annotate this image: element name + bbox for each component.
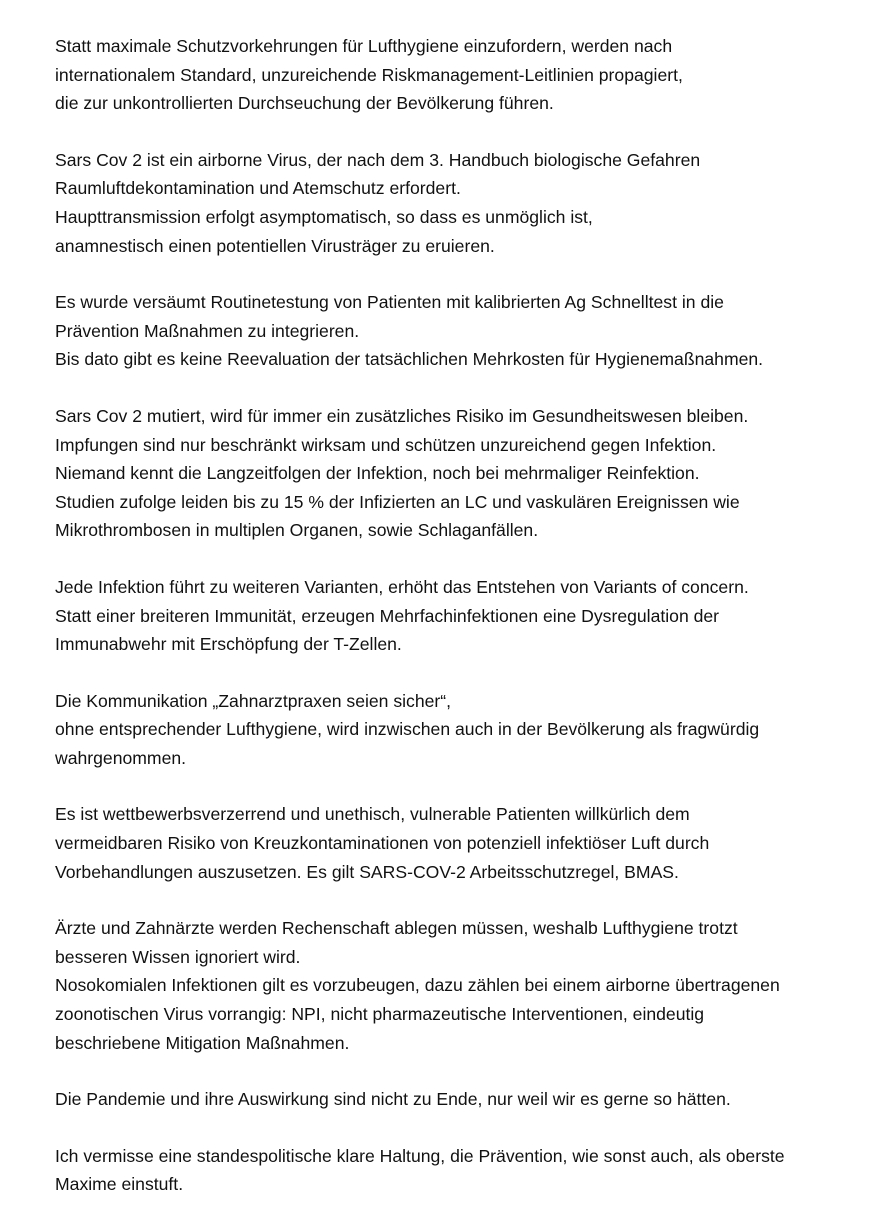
text-line: die zur unkontrollierten Durchseuchung der Bevölkerung führen. [55,93,554,114]
paragraph-4 [55,402,855,545]
text-line: Sars Cov 2 ist ein airborne Virus, der nach dem 3. Handbuch biologische Gefahren [55,149,701,170]
text-line: besseren Wissen ignoriert wird. [55,946,301,967]
text-line: Statt maximale Schutzvorkehrungen für Lufthygiene einzufordern, werden nach [55,36,673,56]
text-line: beschriebene Mitigation Maßnahmen. [55,1032,350,1053]
text-line: Maxime einstuft. [55,1174,184,1195]
text-line: anamnestisch einen potentiellen Virusträger zu eruieren. [55,235,495,256]
text-line: Impfungen sind nur beschränkt wirksam und schützen unzureichend gegen Infektion. [55,434,717,455]
text-line: Es wurde versäumt Routinetestung von Patienten mit kalibrierten Ag Schnelltest in die [55,292,724,313]
paragraph-10 [55,1142,855,1199]
text-line: Ärzte und Zahnärzte werden Rechenschaft ablegen müssen, weshalb Lufthygiene trotzt [55,918,738,939]
paragraph-8 [55,914,855,1057]
paragraph-5 [55,573,855,659]
text-line: zoonotischen Virus vorrangig: NPI, nicht pharmazeutische Interventionen, eindeutig [55,1004,705,1025]
text-line: Bis dato gibt es keine Reevaluation der tatsächlichen Mehrkosten für Hygienemaßnahmen. [55,349,764,370]
text-line: Haupttransmission erfolgt asymptomatisch, so dass es unmöglich ist, [55,206,593,227]
text-line: internationalem Standard, unzureichende Riskmanagement-Leitlinien propagiert, [55,64,683,85]
text-line: wahrgenommen. [55,747,187,768]
paragraph-1 [55,32,855,118]
text-line: vermeidbaren Risiko von Kreuzkontaminationen von potenziell infektiöser Luft durch [55,833,710,854]
text-line: Die Kommunikation „Zahnarztpraxen seien sicher“, [55,690,452,711]
text-line: Prävention Maßnahmen zu integrieren. [55,320,360,341]
paragraph-6 [55,687,855,773]
paragraph-3 [55,288,855,374]
text-line: Niemand kennt die Langzeitfolgen der Infektion, noch bei mehrmaliger Reinfektion. [55,463,700,484]
text-line: Raumluftdekontamination und Atemschutz erfordert. [55,178,461,199]
text-line: Statt einer breiteren Immunität, erzeugen Mehrfachinfektionen eine Dysregulation der [55,605,720,626]
text-line: Es ist wettbewerbsverzerrend und unethisch, vulnerable Patienten willkürlich dem [55,804,690,825]
text-line: Jede Infektion führt zu weiteren Varianten, erhöht das Entstehen von Variants of concern. [55,576,749,597]
text-line: ohne entsprechender Lufthygiene, wird inzwischen auch in der Bevölkerung als fragwürdig [55,719,760,740]
paragraph-7 [55,800,855,886]
text-line: Die Pandemie und ihre Auswirkung sind nicht zu Ende, nur weil wir es gerne so hätten. [55,1089,731,1110]
paragraph-9 [55,1085,855,1114]
text-line: Immunabwehr mit Erschöpfung der T-Zellen. [55,634,402,655]
text-line: Ich vermisse eine standespolitische klare Haltung, die Prävention, wie sonst auch, als oberste [55,1145,785,1166]
text-line: Vorbehandlungen auszusetzen. Es gilt SARS-COV-2 Arbeitsschutzregel, BMAS. [55,861,679,882]
document-body [55,32,855,1227]
paragraph-2 [55,146,855,260]
text-line: Mikrothrombosen in multiplen Organen, sowie Schlaganfällen. [55,520,539,541]
text-line: Studien zufolge leiden bis zu 15 % der Infizierten an LC und vaskulären Ereignissen wie [55,491,740,512]
text-line: Nosokomialen Infektionen gilt es vorzubeugen, dazu zählen bei einem airborne übertragenen [55,975,780,996]
text-line: Sars Cov 2 mutiert, wird für immer ein zusätzliches Risiko im Gesundheitswesen bleiben. [55,405,749,426]
